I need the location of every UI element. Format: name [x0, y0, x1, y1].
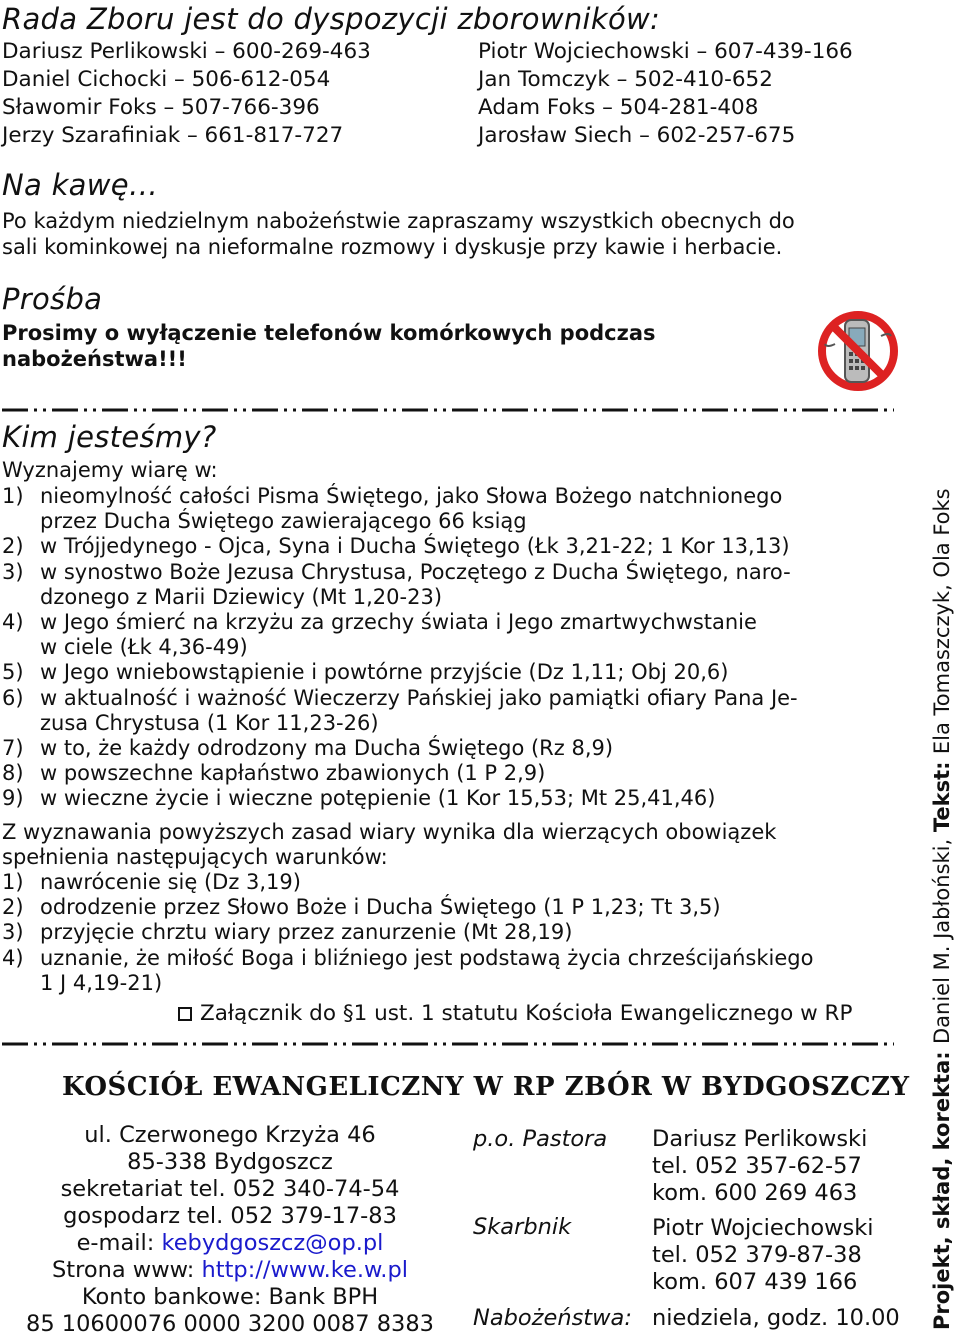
council-left-column	[2, 38, 371, 150]
list-item	[2, 534, 906, 559]
duties-list	[2, 870, 906, 996]
item-number: 6)	[2, 685, 24, 710]
item-number: 2)	[2, 895, 24, 920]
address-street: ul. Czerwonego Krzyża 46	[84, 1122, 376, 1148]
who-title: Kim jesteśmy?	[2, 420, 217, 454]
list-item	[2, 786, 906, 811]
list-item	[2, 560, 906, 610]
checkbox-icon	[178, 1007, 192, 1021]
text-line: sali kominkowej na nieformalne rozmowy i dyskusje przy kawie i herbacie.	[2, 235, 783, 259]
item-number: 8)	[2, 761, 24, 786]
coffee-text	[2, 208, 906, 260]
item-number: 4)	[2, 945, 24, 970]
duties-intro	[2, 820, 906, 870]
council-member: Jarosław Siech – 602-257-675	[478, 123, 796, 148]
pastor-tel: tel. 052 357-62-57	[652, 1153, 862, 1179]
council-member: Jerzy Szarafiniak – 661-817-727	[2, 123, 344, 148]
www-row	[0, 1257, 460, 1284]
item-number: 3)	[2, 559, 24, 584]
credits-label: Tekst:	[930, 754, 954, 833]
item-number: 2)	[2, 534, 24, 559]
item-text: nieomylność całości Pisma Świętego, jako Słowa Bożego natchnionego przez Ducha Świętego zawierającego 66 ksiąg	[40, 484, 783, 534]
item-number: 1)	[2, 870, 24, 894]
item-number: 7)	[2, 736, 24, 761]
treasurer-kom: kom. 607 439 166	[652, 1269, 858, 1295]
item-number: 3)	[2, 920, 24, 945]
list-item	[2, 736, 906, 761]
text-line: Po każdym niedzielnym nabożeństwie zapraszamy wszystkich obecnych do	[2, 209, 795, 233]
item-text: w aktualność i ważność Wieczerzy Pańskiej jako pamiątki ofiary Pana Je- zusa Chrystusa (1 Kor 11,23-26)	[40, 685, 798, 735]
item-text: w Jego śmierć na krzyżu za grzechy świata i Jego zmartwychwstanie w ciele (Łk 4,36-49)	[40, 610, 757, 660]
item-text: nawrócenie się (Dz 3,19)	[40, 870, 301, 894]
treasurer-name: Piotr Wojciechowski	[652, 1215, 874, 1241]
item-number: 1)	[2, 484, 24, 508]
text-line: Z wyznawania powyższych zasad wiary wynika dla wierzących obowiązek	[2, 820, 777, 844]
list-item	[2, 660, 906, 685]
attachment-note	[178, 1001, 852, 1026]
council-member: Daniel Cichocki – 506-612-054	[2, 67, 331, 92]
bank-account: 85 10600076 0000 3200 0087 8383	[26, 1311, 434, 1337]
section-divider	[2, 404, 894, 416]
list-item	[2, 920, 906, 945]
item-text: w powszechne kapłaństwo zbawionych (1 P 2,9)	[40, 761, 546, 786]
credits	[930, 425, 954, 1330]
website-link[interactable]: http://www.ke.w.pl	[201, 1257, 408, 1283]
church-address	[0, 1122, 460, 1338]
item-text: w wieczne życie i wieczne potępienie (1 Kor 15,53; Mt 25,41,46)	[40, 786, 716, 811]
item-text: uznanie, że miłość Boga i bliźniego jest podstawą życia chrześcijańskiego 1 J 4,19-21)	[40, 945, 814, 995]
text-line: spełnienia następujących warunków:	[2, 845, 388, 869]
www-label: Strona www:	[51, 1257, 202, 1283]
list-item	[2, 610, 906, 660]
beliefs-intro: Wyznajemy wiarę w:	[2, 458, 218, 482]
council-right-column	[478, 38, 853, 150]
item-text: przyjęcie chrztu wiary przez zanurzenie (Mt 28,19)	[40, 920, 573, 945]
item-number: 5)	[2, 660, 24, 685]
treasurer-label: Skarbnik	[473, 1214, 572, 1240]
item-text: w to, że każdy odrodzony ma Ducha Świętego (Rz 8,9)	[40, 736, 614, 761]
coffee-title: Na kawę…	[2, 168, 159, 202]
item-text: w synostwo Boże Jezusa Chrystusa, Poczętego z Ducha Świętego, naro- dzonego z Marii Dziewicy (Mt 1,20-23)	[40, 559, 791, 609]
section-divider	[2, 1038, 894, 1050]
item-text: w Trójjedynego - Ojca, Syna i Ducha Świętego (Łk 3,21-22; 1 Kor 13,13)	[40, 534, 790, 559]
text-line: nabożeństwa!!!	[2, 347, 187, 371]
council-title: Rada Zboru jest do dyspozycji zborowników:	[2, 2, 661, 36]
address-city: 85-338 Bydgoszcz	[127, 1149, 333, 1175]
item-text: w Jego wniebowstąpienie i powtórne przyjście (Dz 1,11; Obj 20,6)	[40, 660, 729, 685]
credits-names: Ela Tomaszczyk, Ola Foks	[930, 488, 954, 755]
list-item	[2, 686, 906, 736]
attachment-text: Załącznik do §1 ust. 1 statutu Kościoła Ewangelicznego w RP	[200, 1001, 853, 1026]
request-text	[2, 320, 802, 372]
item-text: odrodzenie przez Słowo Boże i Ducha Świętego (1 P 1,23; Tt 3,5)	[40, 895, 721, 920]
email-link[interactable]: kebydgoszcz@op.pl	[161, 1230, 384, 1256]
email-label: e-mail:	[76, 1230, 162, 1256]
council-member: Jan Tomczyk – 502-410-652	[478, 67, 773, 92]
list-item	[2, 870, 906, 895]
list-item	[2, 946, 906, 996]
church-title: KOŚCIÓŁ EWANGELICZNY W RP ZBÓR W BYDGOSZCZY	[62, 1072, 910, 1102]
request-title: Prośba	[2, 282, 103, 316]
pastor-kom: kom. 600 269 463	[652, 1180, 858, 1206]
no-phone-icon	[815, 306, 901, 392]
email-row	[0, 1230, 460, 1257]
credits-label: Projekt, skład, korekta:	[930, 1044, 954, 1330]
list-item	[2, 761, 906, 786]
list-item	[2, 895, 906, 920]
list-item	[2, 484, 906, 534]
item-number: 4)	[2, 610, 24, 635]
bank-name: Konto bankowe: Bank BPH	[81, 1284, 379, 1310]
council-member: Piotr Wojciechowski – 607-439-166	[478, 39, 853, 64]
pastor-name: Dariusz Perlikowski	[652, 1126, 868, 1152]
services-label: Nabożeństwa:	[473, 1305, 632, 1331]
host-phone: gospodarz tel. 052 379-17-83	[63, 1203, 397, 1229]
secretariat-phone: sekretariat tel. 052 340-74-54	[60, 1176, 400, 1202]
council-member: Adam Foks – 504-281-408	[478, 95, 759, 120]
treasurer-tel: tel. 052 379-87-38	[652, 1242, 862, 1268]
credits-names: Daniel M. Jabłoński,	[930, 832, 954, 1045]
services-time: niedziela, godz. 10.00	[652, 1305, 900, 1331]
council-member: Dariusz Perlikowski – 600-269-463	[2, 39, 371, 64]
beliefs-list	[2, 484, 906, 812]
council-member: Sławomir Foks – 507-766-396	[2, 95, 320, 120]
pastor-label: p.o. Pastora	[473, 1126, 608, 1152]
text-line: Prosimy o wyłączenie telefonów komórkowych podczas	[2, 321, 656, 345]
item-number: 9)	[2, 786, 24, 811]
